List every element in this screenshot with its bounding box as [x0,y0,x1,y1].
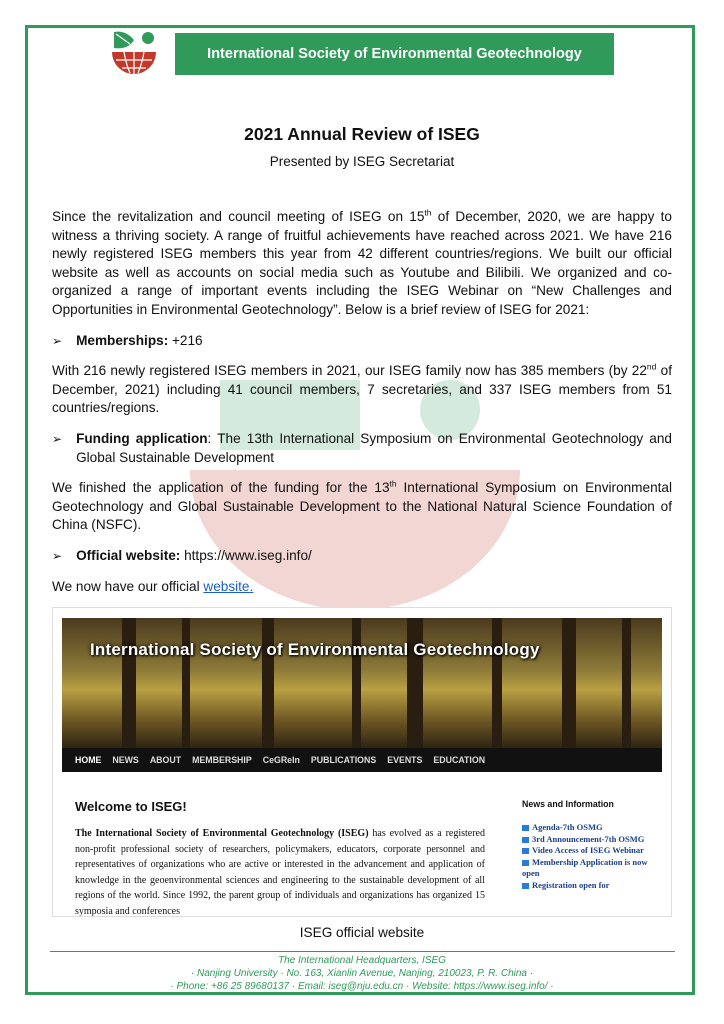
banner-text: International Society of Environmental Geotechnology [207,46,582,62]
website-paragraph: We now have our official website. [52,578,254,594]
footer-line-1: The International Headquarters, ISEG [278,955,446,966]
footer-divider [50,951,675,952]
website-bullet: ➢ Official website: https://www.iseg.info/ [52,547,672,566]
news-heading: News and Information [522,799,614,809]
nav-item-home[interactable]: HOME [75,755,102,765]
funding-paragraph: We finished the application of the funding for the 13th International Symposium on Environmental Geotechnology and Global Sustainable Development to the National Natural Science Foundation of China (NSFC). [52,478,672,533]
footer-line-2: · Nanjing University · No. 163, Xianlin Avenue, Nanjing, 210023, P. R. China · [190,968,534,979]
header-banner [175,33,614,75]
arrow-bullet-icon: ➢ [52,333,63,348]
arrow-bullet-icon: ➢ [52,548,63,563]
membership-bullet: ➢ Memberships: +216 [52,332,672,351]
footer-line-3: · Phone: +86 25 89680137 · Email: iseg@nju.edu.cn · Website: https://www.iseg.info/ · [170,981,554,992]
intro-paragraph: Since the revitalization and council meeting of ISEG on 15th of December, 2020, we are happy to witness a thriving society. A range of fruitful achievements have reached across 2021. We have 216 newly registered ISEG members this year from 42 different countries/regions. We built our official website as well as accounts on social media such as Youtube and Bilibili. We organized and co-organized a range of important events including the ISEG Webinar on “New Challenges and Opportunities in Environmental Geotechnology”. Below is a brief review of ISEG for 2021: [52,207,672,317]
nav-item-events[interactable]: EVENTS [387,755,423,765]
news-item[interactable]: Registration open for [522,880,652,892]
site-title: International Society of Environmental Geotechnology [90,640,540,659]
website-screenshot [52,607,672,917]
nav-item-news[interactable]: NEWS [112,755,139,765]
footer [0,954,724,993]
nav-item-cegrein[interactable]: CeGReIn [262,755,300,765]
funding-bullet: ➢ Funding application: The 13th International Symposium on Environmental Geotechnology and Global Sustainable Development [52,430,672,467]
article-body [52,208,672,608]
arrow-bullet-icon: ➢ [52,431,63,446]
nav-item-about[interactable]: ABOUT [149,755,182,765]
page-title: 2021 Annual Review of ISEG [244,124,480,144]
page-subtitle: Presented by ISEG Secretariat [269,154,455,169]
iseg-logo-icon [108,28,160,76]
welcome-heading: Welcome to ISEG! [75,799,187,814]
site-intro-text: The International Society of Environmental Geotechnology (ISEG) has evolved as a registered non-profit professional society of researchers, policymakers, educators, corporate personnel and representatives of organizations who are active or interested in the advancement and application of knowledge in the geoenvironmental sciences and engineering to the sustainable development of all regions of the world. Since 1992, the parent group of individuals and organizations has organized 15 symposia and conferences [75,828,485,917]
news-item[interactable]: Membership Application is now open [522,857,652,880]
website-link[interactable]: website. [203,578,254,594]
membership-paragraph: With 216 newly registered ISEG members in 2021, our ISEG family now has 385 members (by 22nd of December, 2021) including 41 council members, 7 secretaries, and 337 ISEG members from 51 countries/regions. [52,361,672,416]
nav-item-publications[interactable]: PUBLICATIONS [310,755,377,765]
figure-caption: ISEG official website [299,925,425,940]
nav-item-membership[interactable]: MEMBERSHIP [192,755,252,765]
news-item[interactable]: Video Access of ISEG Webinar [522,845,652,857]
news-list [522,822,652,891]
nav-item-education[interactable]: EDUCATION [433,755,486,765]
news-item[interactable]: 3rd Announcement-7th OSMG [522,834,652,846]
site-banner-image [62,618,662,748]
site-nav [62,748,662,772]
news-item[interactable]: Agenda-7th OSMG [522,822,652,834]
